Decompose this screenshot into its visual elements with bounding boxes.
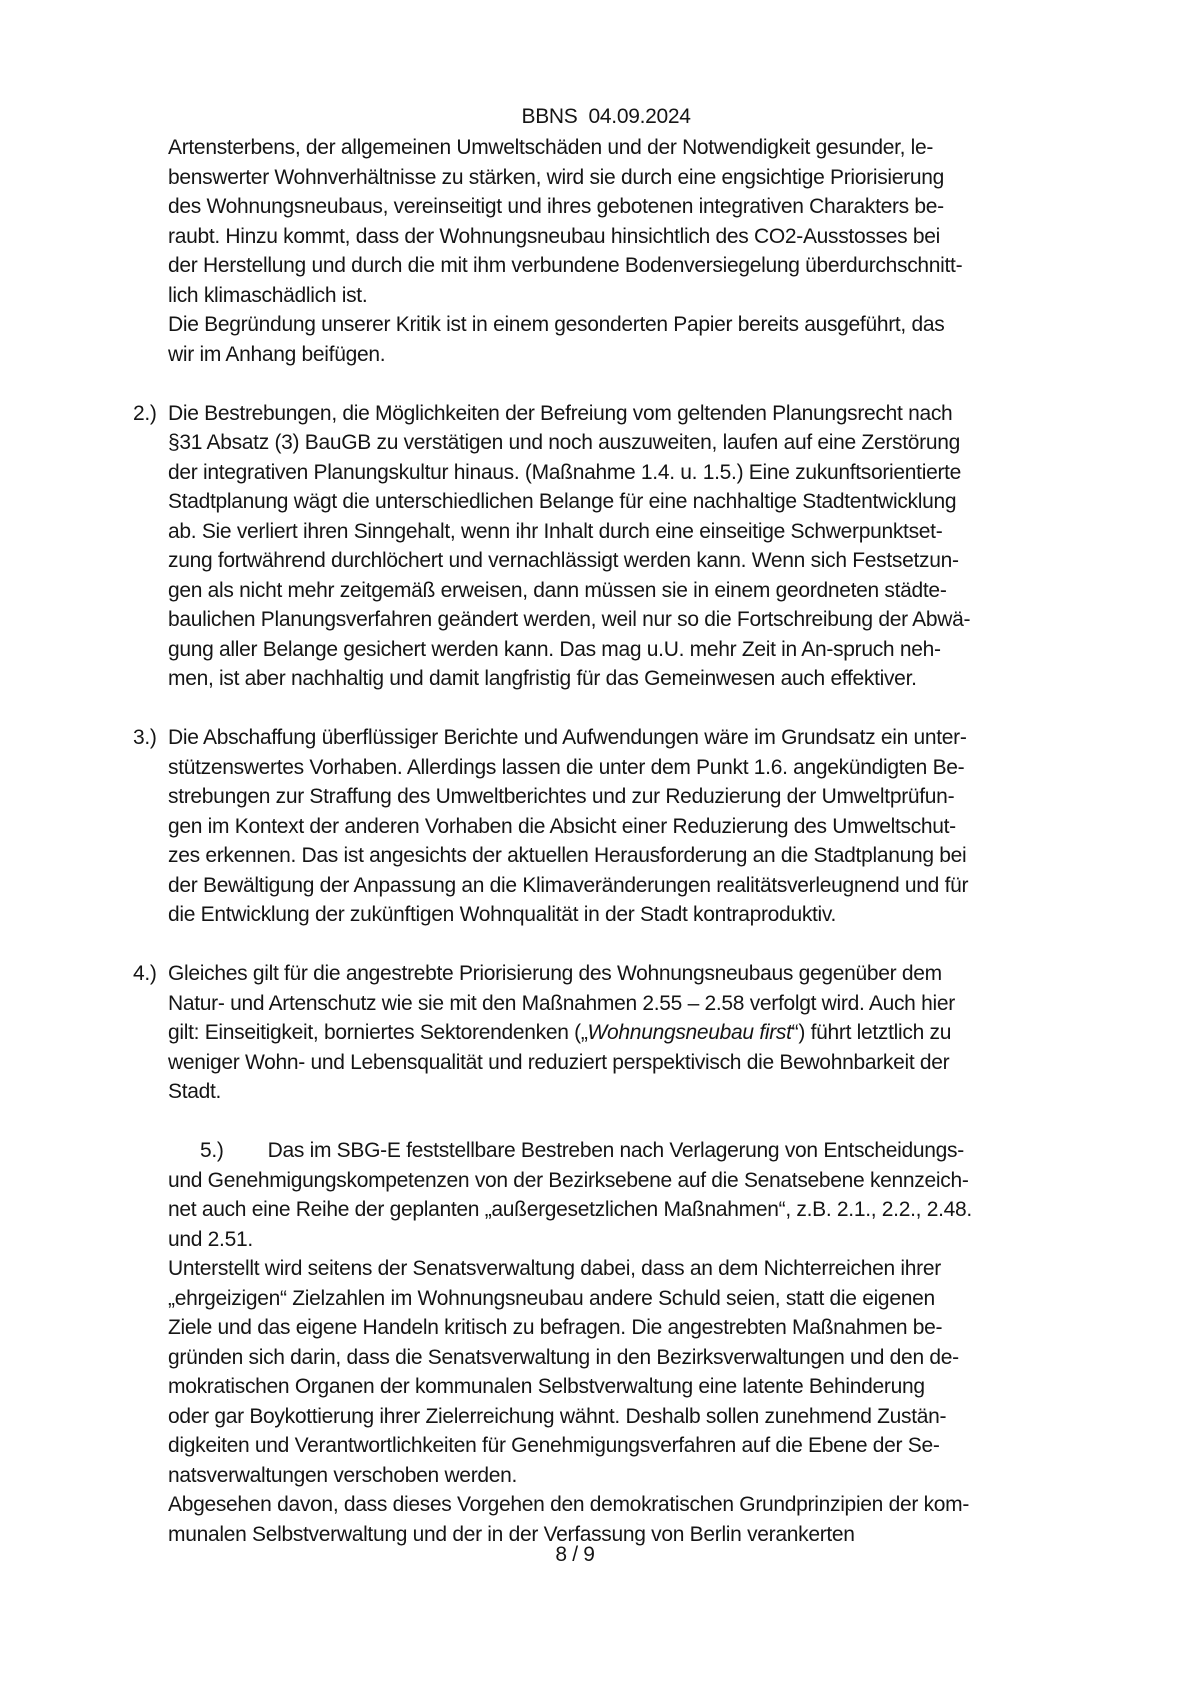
text-line: munalen Selbstverwaltung und der in der Verfassung von Berlin verankerten [168,1522,855,1546]
text-line: gründen sich darin, dass die Senatsverwaltung in den Bezirksverwaltungen und den de- [168,1345,959,1369]
text-line: benswerter Wohnverhältnisse zu stärken, wird sie durch eine engsichtige Priorisierung [168,165,945,189]
document-body [133,133,1020,1549]
text-line: gen im Kontext der anderen Vorhaben die Absicht einer Reduzierung des Umweltschut- [168,814,956,838]
text-line [168,1018,1020,1048]
text-line: men, ist aber nachhaltig und damit langfristig für das Gemeinwesen auch effektiver. [168,667,917,690]
text-line: Natur- und Artenschutz wie sie mit den Maßnahmen 2.55 – 2.58 verfolgt wird. Auch hier [168,991,955,1015]
text-line: stützenswertes Vorhaben. Allerdings lassen die unter dem Punkt 1.6. angekündigten Be- [168,755,965,779]
text-line: weniger Wohn- und Lebensqualität und reduziert perspektivisch die Bewohnbarkeit der [168,1050,950,1074]
text-segment: Das im SBG-E feststellbare Bestreben nach Verlagerung von Entscheidungs- [267,1139,964,1162]
item-marker: 5.) [200,1139,224,1162]
text-line: Die Bestrebungen, die Möglichkeiten der Befreiung vom geltenden Planungsrecht nach [168,401,953,425]
text-line: digkeiten und Verantwortlichkeiten für Genehmigungsverfahren auf die Ebene der Se- [168,1434,940,1457]
text-line: Gleiches gilt für die angestrebte Priorisierung des Wohnungsneubaus gegenüber dem [168,962,942,985]
text-line: zung fortwährend durchlöchert und vernachlässigt werden kann. Wenn sich Festsetzun- [168,549,959,572]
text-line: der Herstellung und durch die mit ihm verbundene Bodenversiegelung überdurchschnitt- [168,254,963,277]
text-line: Unterstellt wird seitens der Senatsverwaltung dabei, dass an dem Nichterreichen ihrer [168,1257,941,1280]
text-line: lich klimaschädlich ist. [168,283,368,307]
text-line: net auch eine Reihe der geplanten „außergesetzlichen Maßnahmen“, z.B. 2.1., 2.2., 2.48. [168,1198,972,1221]
text-segment: gilt: Einseitigkeit, borniertes Sektorendenken („ [168,1021,588,1044]
text-line: gen als nicht mehr zeitgemäß erweisen, dann müssen sie in einem geordneten städte- [168,578,947,602]
header-text: BBNS 04.09.2024 [521,104,691,128]
numbered-item-5 [168,1136,1020,1549]
text-line: des Wohnungsneubaus, vereinseitigt und ihres gebotenen integrativen Charakters be- [168,195,944,218]
text-line: der Bewältigung der Anpassung an die Klimaveränderungen realitätsverleugnend und für [168,873,969,897]
text-segment: “) führt letztlich zu [791,1021,952,1044]
text-line: strebungen zur Straffung des Umweltberichtes und zur Reduzierung der Umweltprüfun- [168,785,955,808]
item-marker: 3.) [133,726,157,749]
text-line: und Genehmigungskompetenzen von der Bezirksebene auf die Senatsebene kennzeich- [168,1168,969,1192]
item-marker: 2.) [133,401,157,425]
text-line: Stadt. [168,1080,222,1103]
text-line: oder gar Boykottierung ihrer Zielerreichung wähnt. Deshalb sollen zunehmend Zustän- [168,1404,947,1428]
text-line [168,1136,1020,1166]
italic-text: Wohnungsneubau first [587,1021,792,1044]
text-line: die Entwicklung der zukünftigen Wohnqualität in der Stadt kontraproduktiv. [168,903,837,926]
text-line: wir im Anhang beifügen. [168,342,386,366]
text-line: Ziele und das eigene Handeln kritisch zu befragen. Die angestrebten Maßnahmen be- [168,1316,943,1339]
text-line: gung aller Belange gesichert werden kann. Das mag u.U. mehr Zeit in An-spruch neh- [168,637,941,661]
text-line: und 2.51. [168,1227,253,1251]
page-number: 8 / 9 [555,1543,595,1566]
text-line: „ehrgeizigen“ Zielzahlen im Wohnungsneubau andere Schuld seien, statt die eigenen [168,1286,935,1310]
text-line: §31 Absatz (3) BauGB zu verstätigen und noch auszuweiten, laufen auf eine Zerstörung [168,431,960,454]
text-line: raubt. Hinzu kommt, dass der Wohnungsneubau hinsichtlich des CO2-Ausstosses bei [168,224,940,248]
numbered-item-2 [133,399,1020,694]
text-line: natsverwaltungen verschoben werden. [168,1463,518,1487]
paragraph-intro [168,133,1020,369]
item-marker: 4.) [133,962,157,985]
text-line: zes erkennen. Das ist angesichts der aktuellen Herausforderung an die Stadtplanung bei [168,844,967,867]
text-line: Abgesehen davon, dass dieses Vorgehen den demokratischen Grundprinzipien der kom- [168,1493,970,1516]
text-line: Stadtplanung wägt die unterschiedlichen Belange für eine nachhaltige Stadtentwicklung [168,490,957,513]
text-line: baulichen Planungsverfahren geändert werden, weil nur so die Fortschreibung der Abwä- [168,608,971,631]
text-line: Artensterbens, der allgemeinen Umweltschäden und der Notwendigkeit gesunder, le- [168,136,934,159]
text-line: Die Abschaffung überflüssiger Berichte und Aufwendungen wäre im Grundsatz ein unter- [168,726,967,749]
numbered-item-3 [133,723,1020,930]
text-line: mokratischen Organen der kommunalen Selbstverwaltung eine latente Behinderung [168,1375,925,1398]
numbered-item-4 [133,959,1020,1107]
text-line: Die Begründung unserer Kritik ist in einem gesonderten Papier bereits ausgeführt, das [168,313,945,336]
text-line: der integrativen Planungskultur hinaus. (Maßnahme 1.4. u. 1.5.) Eine zukunftsorientierte [168,460,962,484]
text-line: ab. Sie verliert ihren Sinngehalt, wenn ihr Inhalt durch eine einseitige Schwerpunktset- [168,519,943,543]
